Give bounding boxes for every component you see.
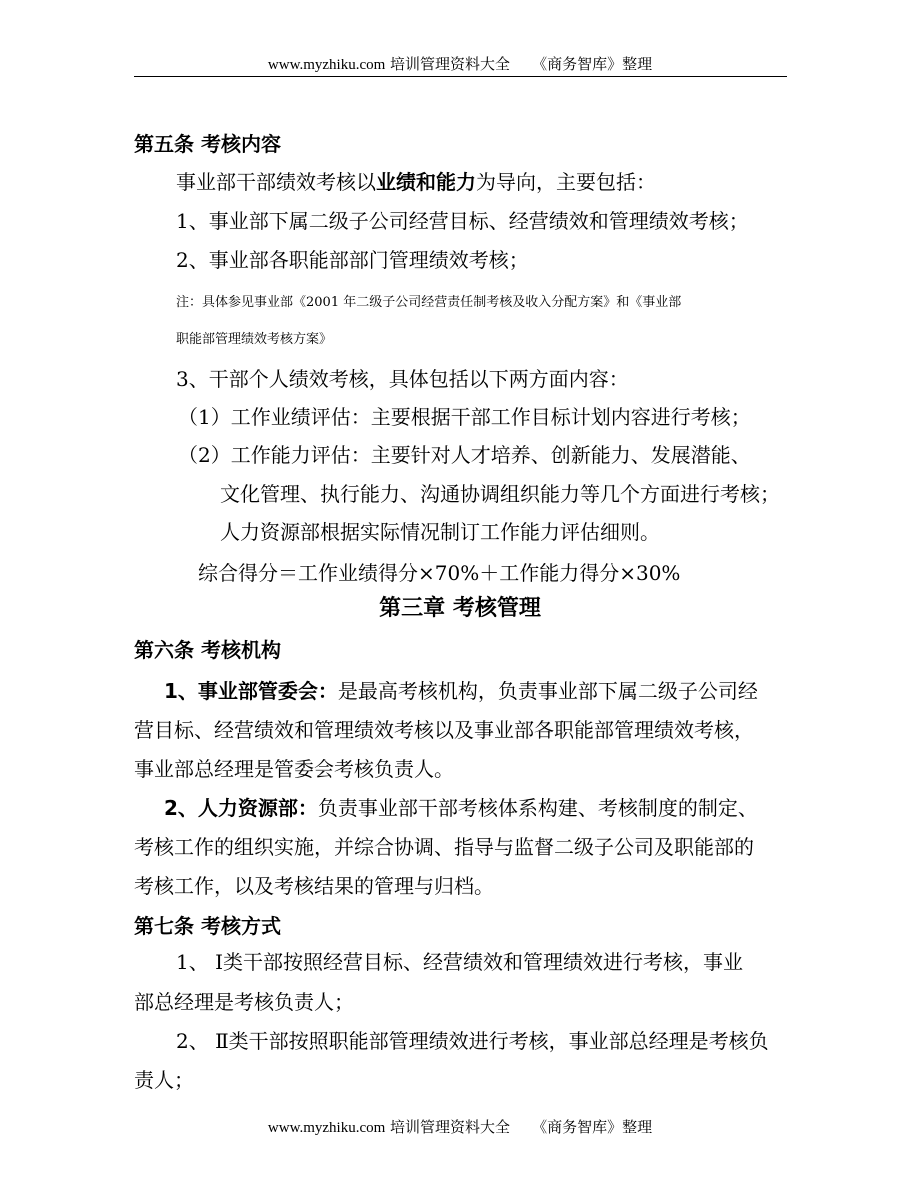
article5-intro-post: 为导向，主要包括： [476, 170, 656, 194]
article5-formula: 综合得分＝工作业绩得分×70%＋工作能力得分×30% [198, 561, 681, 585]
article6-heading: 第六条 考核机构 [134, 638, 281, 662]
article6-p1-line2: 营目标、经营绩效和管理绩效考核以及事业部各职能部管理绩效考核， [134, 718, 754, 742]
article5-note-line1: 注：具体参见事业部《2001 年二级子公司经营责任制考核及收入分配方案》和《事业部 [176, 295, 682, 310]
article6-p2-text: 负责事业部干部考核体系构建、考核制度的制定、 [317, 796, 758, 820]
header-brand: 《商务智库》整理 [532, 55, 653, 73]
article5-intro-pre: 事业部干部绩效考核以 [176, 170, 376, 194]
article5-sub2-line1: （2）工作能力评估：主要针对人才培养、创新能力、发展潜能、 [178, 443, 751, 467]
article5-note-line2: 职能部管理绩效考核方案》 [176, 332, 333, 347]
footer-brand: 《商务智库》整理 [532, 1118, 653, 1136]
article7-p1-line1: 1、 Ⅰ类干部按照经营目标、经营绩效和管理绩效进行考核，事业 [176, 950, 743, 974]
footer-desc: 培训管理资料大全 [390, 1118, 511, 1136]
article5-sub2-line3: 人力资源部根据实际情况制订工作能力评估细则。 [220, 520, 660, 544]
article7-p2-line2: 责人； [134, 1068, 194, 1092]
article6-p1-text: 是最高考核机构，负责事业部下属二级子公司经 [337, 679, 758, 703]
page-footer [0, 1117, 920, 1138]
page-header [0, 54, 920, 75]
article7-p1-line2: 部总经理是考核负责人； [134, 990, 354, 1014]
article5-heading: 第五条 考核内容 [134, 132, 281, 156]
article7-heading: 第七条 考核方式 [134, 914, 281, 938]
header-rule [134, 76, 787, 77]
header-desc: 培训管理资料大全 [390, 55, 511, 73]
article5-item2: 2、事业部各职能部部门管理绩效考核； [176, 248, 529, 272]
article6-p1-line3: 事业部总经理是管委会考核负责人。 [134, 757, 454, 781]
article5-sub1: （1）工作业绩评估：主要根据干部工作目标计划内容进行考核； [178, 405, 751, 429]
article6-p1-line1 [164, 677, 758, 705]
article5-item1: 1、事业部下属二级子公司经营目标、经营绩效和管理绩效考核； [176, 209, 749, 233]
article6-p2-line2: 考核工作的组织实施，并综合协调、指导与监督二级子公司及职能部的 [134, 835, 754, 859]
article6-p2-line3: 考核工作，以及考核结果的管理与归档。 [134, 874, 494, 898]
article5-intro-bold: 业绩和能力 [376, 170, 476, 194]
article7-p2-line1: 2、 Ⅱ类干部按照职能部管理绩效进行考核，事业部总经理是考核负 [176, 1029, 769, 1053]
article6-p2-line1 [164, 794, 758, 822]
footer-site: www.myzhiku.com [267, 1120, 386, 1136]
header-site: www.myzhiku.com [267, 57, 386, 73]
article6-p2-label: 2、人力资源部： [164, 796, 318, 820]
article6-p1-label: 1、事业部管委会： [164, 679, 338, 703]
article5-intro [176, 168, 656, 196]
article5-sub2-line2: 文化管理、执行能力、沟通协调组织能力等几个方面进行考核； [220, 482, 780, 506]
article5-item3: 3、干部个人绩效考核，具体包括以下两方面内容： [176, 367, 629, 391]
chapter3-title: 第三章 考核管理 [379, 596, 541, 621]
